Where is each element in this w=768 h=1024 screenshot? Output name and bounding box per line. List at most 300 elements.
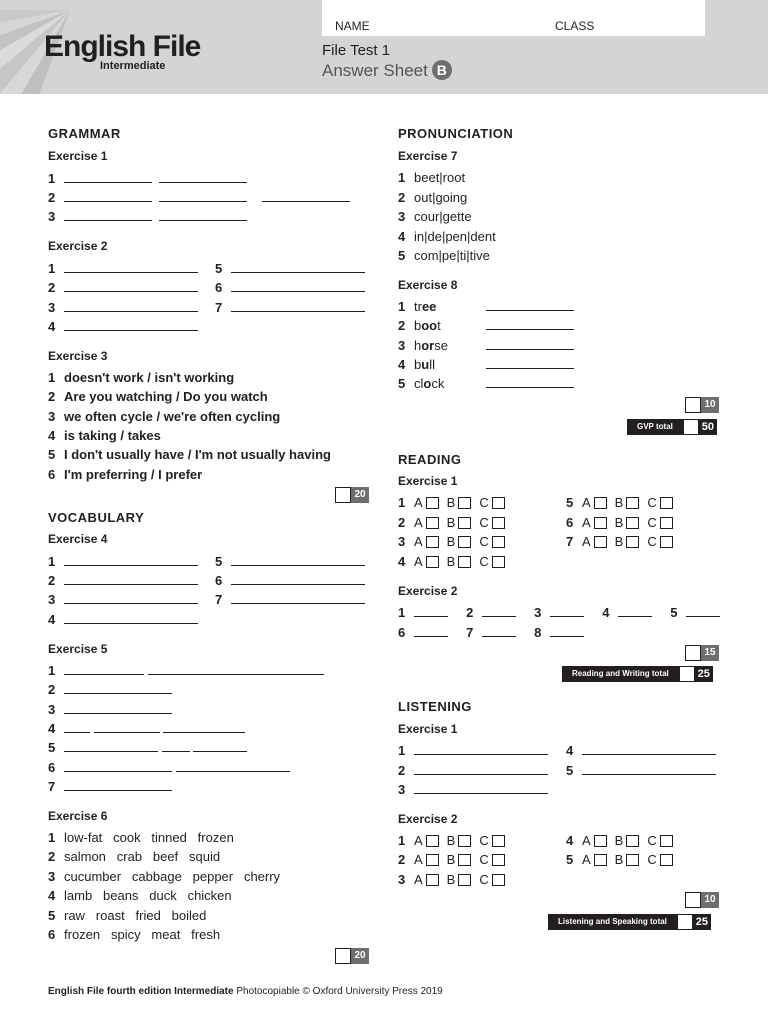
mc-row bbox=[398, 833, 513, 848]
logo-subtitle: Intermediate bbox=[100, 60, 166, 72]
word-part: ll bbox=[429, 357, 435, 372]
answer-line[interactable] bbox=[64, 683, 172, 694]
total-label: Reading and Writing total bbox=[562, 666, 679, 682]
row-number: 5 bbox=[398, 248, 406, 263]
reading-exercise-2-label: Exercise 2 bbox=[398, 584, 458, 598]
total-input[interactable] bbox=[683, 419, 699, 435]
vocab-ex6-item bbox=[48, 869, 280, 884]
option-c[interactable] bbox=[479, 852, 504, 867]
total-input[interactable] bbox=[677, 914, 693, 930]
vocab-ex4-row bbox=[215, 554, 365, 569]
answer-line[interactable] bbox=[64, 761, 172, 772]
listening-ex1-row bbox=[398, 763, 548, 778]
grammar-score-box bbox=[335, 487, 369, 503]
row-number: 1 bbox=[398, 605, 406, 620]
option-a[interactable] bbox=[582, 852, 607, 867]
answer-line[interactable] bbox=[162, 741, 190, 752]
row-number: 2 bbox=[466, 605, 474, 620]
answer-line[interactable] bbox=[231, 574, 365, 585]
row-number: 1 bbox=[48, 554, 56, 569]
checkbox[interactable] bbox=[458, 835, 471, 847]
row-number: 7 bbox=[48, 779, 56, 794]
row-number: 3 bbox=[398, 534, 406, 549]
checkbox[interactable] bbox=[458, 854, 471, 866]
answer-line[interactable] bbox=[64, 722, 90, 733]
grammar-ex2-row bbox=[48, 280, 198, 295]
answer-line[interactable] bbox=[159, 172, 247, 183]
checkbox[interactable] bbox=[492, 854, 505, 866]
row-number: 5 bbox=[566, 763, 574, 778]
footer bbox=[48, 986, 443, 997]
score-max: 20 bbox=[351, 487, 369, 503]
row-number: 1 bbox=[398, 495, 406, 510]
grammar-ex3-item bbox=[48, 370, 234, 385]
option-b[interactable] bbox=[447, 833, 472, 848]
checkbox[interactable] bbox=[660, 854, 673, 866]
grammar-ex3-item bbox=[48, 467, 202, 482]
option-b[interactable] bbox=[615, 852, 640, 867]
grammar-exercise-3-label: Exercise 3 bbox=[48, 349, 108, 363]
checkbox[interactable] bbox=[492, 497, 505, 509]
listening-ex1-row bbox=[566, 763, 716, 778]
option-a[interactable] bbox=[414, 515, 439, 530]
option-letter: C bbox=[479, 534, 489, 549]
answer-line[interactable] bbox=[64, 664, 144, 675]
footer-copyright: Photocopiable © Oxford University Press 2019 bbox=[236, 986, 443, 997]
option-letter: A bbox=[582, 852, 591, 867]
answer-line[interactable] bbox=[64, 301, 198, 312]
total-label: GVP total bbox=[627, 419, 683, 435]
answer-line[interactable] bbox=[64, 703, 172, 714]
checkbox[interactable] bbox=[594, 517, 607, 529]
checkbox[interactable] bbox=[492, 874, 505, 886]
checkbox[interactable] bbox=[660, 517, 673, 529]
vocab-ex4-row bbox=[48, 612, 198, 627]
word-set[interactable]: raw roast fried boiled bbox=[64, 908, 207, 923]
option-c[interactable] bbox=[647, 515, 672, 530]
word[interactable]: beet|root bbox=[414, 170, 466, 185]
row-number: 1 bbox=[398, 743, 406, 758]
answer-line[interactable] bbox=[64, 210, 152, 221]
listening-speaking-total-box bbox=[548, 914, 711, 930]
row-number: 1 bbox=[48, 261, 56, 276]
total-max: 25 bbox=[693, 914, 711, 930]
answer-line[interactable] bbox=[64, 555, 198, 566]
option-b[interactable] bbox=[615, 515, 640, 530]
checkbox[interactable] bbox=[426, 874, 439, 886]
row-number: 2 bbox=[398, 190, 406, 205]
vocab-ex6-item bbox=[48, 888, 232, 903]
answer-line[interactable] bbox=[231, 593, 365, 604]
word-part: cl bbox=[414, 376, 424, 391]
answer-line[interactable] bbox=[582, 764, 716, 775]
total-input[interactable] bbox=[679, 666, 695, 682]
listening-score-box bbox=[685, 892, 719, 908]
answer-line[interactable] bbox=[262, 191, 350, 202]
grammar-ex3-item bbox=[48, 409, 280, 424]
answer-line[interactable] bbox=[486, 300, 574, 311]
row-number: 5 bbox=[566, 495, 574, 510]
answer-line[interactable] bbox=[618, 606, 652, 617]
choice-text[interactable]: we often cycle / we're often cycling bbox=[64, 409, 281, 424]
grammar-ex2-row bbox=[48, 261, 198, 276]
logo-title: English File bbox=[44, 30, 201, 63]
row-number: 7 bbox=[215, 300, 223, 315]
checkbox[interactable] bbox=[426, 517, 439, 529]
answer-line[interactable] bbox=[414, 744, 548, 755]
option-letter: B bbox=[446, 833, 456, 848]
pron-ex7-item bbox=[398, 229, 496, 244]
row-number: 4 bbox=[48, 428, 56, 443]
reading-exercise-1-label: Exercise 1 bbox=[398, 474, 458, 488]
choice-text[interactable]: I'm preferring / I prefer bbox=[64, 467, 203, 482]
option-c[interactable] bbox=[479, 554, 504, 569]
option-b[interactable] bbox=[447, 534, 472, 549]
checkbox[interactable] bbox=[458, 497, 471, 509]
checkbox[interactable] bbox=[492, 517, 505, 529]
option-c[interactable] bbox=[479, 495, 504, 510]
option-a[interactable] bbox=[414, 872, 439, 887]
listening-ex1-row bbox=[398, 782, 548, 797]
vocab-ex5-row bbox=[48, 740, 247, 755]
checkbox[interactable] bbox=[492, 835, 505, 847]
row-number: 3 bbox=[534, 605, 542, 620]
option-c[interactable] bbox=[647, 495, 672, 510]
answer-line[interactable] bbox=[64, 593, 198, 604]
option-letter: C bbox=[647, 852, 657, 867]
row-number: 2 bbox=[398, 852, 406, 867]
answer-sheet-title bbox=[322, 60, 452, 81]
option-a[interactable] bbox=[414, 495, 439, 510]
option-a[interactable] bbox=[582, 495, 607, 510]
mc-row bbox=[398, 534, 513, 549]
vocab-ex6-item bbox=[48, 927, 220, 942]
score-input[interactable] bbox=[335, 948, 351, 964]
answer-line[interactable] bbox=[486, 377, 574, 388]
answer-line[interactable] bbox=[159, 210, 247, 221]
checkbox[interactable] bbox=[492, 556, 505, 568]
answer-line[interactable] bbox=[64, 172, 152, 183]
option-c[interactable] bbox=[647, 534, 672, 549]
grammar-ex1-row-2 bbox=[48, 190, 350, 205]
option-c[interactable] bbox=[479, 534, 504, 549]
checkbox[interactable] bbox=[626, 497, 639, 509]
word[interactable]: out|going bbox=[414, 190, 468, 205]
checkbox[interactable] bbox=[458, 874, 471, 886]
word-sound: ee bbox=[421, 299, 437, 314]
reading-score-box bbox=[685, 645, 719, 661]
pron-ex7-item bbox=[398, 209, 472, 224]
row-number: 5 bbox=[215, 554, 223, 569]
vocab-ex4-row bbox=[48, 573, 198, 588]
row-number: 5 bbox=[566, 852, 574, 867]
word-set[interactable]: cucumber cabbage pepper cherry bbox=[64, 869, 281, 884]
option-a[interactable] bbox=[582, 534, 607, 549]
checkbox[interactable] bbox=[626, 835, 639, 847]
row-number: 1 bbox=[398, 833, 406, 848]
answer-line[interactable] bbox=[64, 741, 158, 752]
row-number: 6 bbox=[48, 927, 56, 942]
option-b[interactable] bbox=[447, 872, 472, 887]
row-number: 4 bbox=[48, 612, 56, 627]
answer-line[interactable] bbox=[486, 358, 574, 369]
file-test-title: File Test 1 bbox=[322, 42, 391, 59]
answer-line[interactable] bbox=[414, 764, 548, 775]
row-number: 3 bbox=[48, 869, 56, 884]
answer-line[interactable] bbox=[64, 574, 198, 585]
word-set[interactable]: low-fat cook tinned frozen bbox=[64, 830, 234, 845]
answer-line[interactable] bbox=[482, 626, 516, 637]
word-part: b bbox=[414, 357, 422, 372]
answer-line[interactable] bbox=[686, 606, 720, 617]
checkbox[interactable] bbox=[426, 854, 439, 866]
mc-row bbox=[398, 554, 513, 569]
option-c[interactable] bbox=[647, 852, 672, 867]
grammar-ex1-row-1 bbox=[48, 171, 247, 186]
row-number: 4 bbox=[566, 743, 574, 758]
word[interactable]: in|de|pen|dent bbox=[414, 229, 496, 244]
score-input[interactable] bbox=[685, 397, 701, 413]
option-b[interactable] bbox=[447, 515, 472, 530]
option-b[interactable] bbox=[447, 554, 472, 569]
version-badge: B bbox=[432, 60, 452, 80]
option-c[interactable] bbox=[479, 833, 504, 848]
vocab-ex6-item bbox=[48, 849, 220, 864]
option-b[interactable] bbox=[615, 833, 640, 848]
grammar-ex3-item bbox=[48, 447, 331, 462]
answer-line[interactable] bbox=[176, 761, 290, 772]
answer-line[interactable] bbox=[64, 320, 198, 331]
option-c[interactable] bbox=[647, 833, 672, 848]
word-part: se bbox=[434, 338, 448, 353]
option-letter: A bbox=[414, 515, 423, 530]
answer-line[interactable] bbox=[550, 606, 584, 617]
answer-line[interactable] bbox=[486, 319, 574, 330]
checkbox[interactable] bbox=[626, 854, 639, 866]
choice-text[interactable]: doesn't work / isn't working bbox=[64, 370, 235, 385]
mc-row bbox=[398, 495, 513, 510]
option-letter: B bbox=[614, 515, 624, 530]
row-number: 1 bbox=[48, 171, 56, 186]
reading-heading: READING bbox=[398, 452, 462, 467]
checkbox[interactable] bbox=[660, 497, 673, 509]
answer-line[interactable] bbox=[159, 191, 247, 202]
vocabulary-heading: VOCABULARY bbox=[48, 510, 145, 525]
answer-line[interactable] bbox=[414, 606, 448, 617]
grammar-ex3-item bbox=[48, 389, 268, 404]
checkbox[interactable] bbox=[458, 536, 471, 548]
option-letter: C bbox=[479, 852, 489, 867]
vocabulary-exercise-4-label: Exercise 4 bbox=[48, 532, 108, 546]
checkbox[interactable] bbox=[458, 556, 471, 568]
vocabulary-score-box bbox=[335, 948, 369, 964]
checkbox[interactable] bbox=[594, 854, 607, 866]
answer-line[interactable] bbox=[94, 722, 160, 733]
option-b[interactable] bbox=[447, 852, 472, 867]
row-number: 2 bbox=[48, 389, 56, 404]
option-letter: A bbox=[414, 852, 423, 867]
answer-line[interactable] bbox=[482, 606, 516, 617]
option-a[interactable] bbox=[582, 833, 607, 848]
answer-line[interactable] bbox=[486, 339, 574, 350]
checkbox[interactable] bbox=[426, 556, 439, 568]
answer-line[interactable] bbox=[163, 722, 245, 733]
vocab-ex5-row bbox=[48, 702, 172, 717]
footer-title: English File fourth edition Intermediate bbox=[48, 986, 234, 997]
pron-ex7-item bbox=[398, 248, 490, 263]
answer-sheet-label: Answer Sheet bbox=[322, 61, 428, 80]
option-letter: A bbox=[414, 872, 423, 887]
choice-text[interactable]: Are you watching / Do you watch bbox=[64, 389, 268, 404]
option-c[interactable] bbox=[479, 872, 504, 887]
word-set[interactable]: salmon crab beef squid bbox=[64, 849, 221, 864]
word-sound: u bbox=[421, 357, 430, 372]
row-number: 1 bbox=[48, 663, 56, 678]
checkbox[interactable] bbox=[660, 835, 673, 847]
answer-line[interactable] bbox=[582, 744, 716, 755]
vocab-ex6-item bbox=[48, 830, 234, 845]
score-max: 10 bbox=[701, 397, 719, 413]
option-letter: B bbox=[614, 852, 624, 867]
answer-line[interactable] bbox=[414, 783, 548, 794]
name-class-box bbox=[322, 0, 705, 36]
checkbox[interactable] bbox=[594, 835, 607, 847]
option-a[interactable] bbox=[582, 515, 607, 530]
score-input[interactable] bbox=[685, 892, 701, 908]
vocab-ex4-row bbox=[215, 592, 365, 607]
mc-row bbox=[566, 534, 681, 549]
option-a[interactable] bbox=[414, 852, 439, 867]
vocab-ex5-row bbox=[48, 721, 245, 736]
checkbox[interactable] bbox=[426, 497, 439, 509]
total-max: 50 bbox=[699, 419, 717, 435]
option-b[interactable] bbox=[615, 495, 640, 510]
option-letter: B bbox=[446, 534, 456, 549]
word[interactable]: cour|gette bbox=[414, 209, 472, 224]
answer-line[interactable] bbox=[64, 613, 198, 624]
checkbox[interactable] bbox=[458, 517, 471, 529]
option-letter: C bbox=[479, 554, 489, 569]
option-b[interactable] bbox=[447, 495, 472, 510]
row-number: 1 bbox=[48, 830, 56, 845]
checkbox[interactable] bbox=[626, 517, 639, 529]
mc-row bbox=[398, 872, 513, 887]
mc-row bbox=[398, 852, 513, 867]
answer-line[interactable] bbox=[64, 262, 198, 273]
row-number: 5 bbox=[215, 261, 223, 276]
row-number: 2 bbox=[48, 190, 56, 205]
vocab-ex4-row bbox=[48, 592, 198, 607]
listening-exercise-1-label: Exercise 1 bbox=[398, 722, 458, 736]
answer-line[interactable] bbox=[550, 626, 584, 637]
row-number: 5 bbox=[670, 605, 678, 620]
option-letter: C bbox=[647, 534, 657, 549]
answer-line[interactable] bbox=[64, 191, 152, 202]
checkbox[interactable] bbox=[426, 835, 439, 847]
option-letter: A bbox=[414, 534, 423, 549]
answer-line[interactable] bbox=[148, 664, 324, 675]
option-c[interactable] bbox=[479, 515, 504, 530]
word-part: t bbox=[437, 318, 441, 333]
vocab-ex5-row bbox=[48, 682, 172, 697]
row-number: 4 bbox=[398, 554, 406, 569]
listening-ex1-row bbox=[398, 743, 548, 758]
word-sound: o bbox=[423, 376, 432, 391]
option-letter: C bbox=[479, 833, 489, 848]
word-part: h bbox=[414, 338, 422, 353]
row-number: 3 bbox=[398, 872, 406, 887]
option-letter: A bbox=[582, 495, 591, 510]
option-a[interactable] bbox=[414, 833, 439, 848]
option-a[interactable] bbox=[414, 554, 439, 569]
row-number: 5 bbox=[48, 908, 56, 923]
score-input[interactable] bbox=[335, 487, 351, 503]
checkbox[interactable] bbox=[492, 536, 505, 548]
choice-text[interactable]: I don't usually have / I'm not usually having bbox=[64, 447, 331, 462]
option-letter: A bbox=[414, 554, 423, 569]
row-number: 1 bbox=[48, 370, 56, 385]
row-number: 1 bbox=[398, 299, 406, 314]
row-number: 6 bbox=[48, 467, 56, 482]
option-letter: B bbox=[446, 554, 456, 569]
score-max: 10 bbox=[701, 892, 719, 908]
word[interactable]: com|pe|ti|tive bbox=[414, 248, 490, 263]
answer-line[interactable] bbox=[414, 626, 448, 637]
answer-line[interactable] bbox=[64, 281, 198, 292]
score-input[interactable] bbox=[685, 645, 701, 661]
answer-line[interactable] bbox=[231, 281, 365, 292]
total-label: Listening and Speaking total bbox=[548, 914, 677, 930]
option-letter: A bbox=[414, 833, 423, 848]
pron-ex8-row bbox=[398, 376, 444, 391]
vocab-ex4-row bbox=[48, 554, 198, 569]
class-label: CLASS bbox=[555, 19, 595, 33]
row-number: 8 bbox=[534, 625, 542, 640]
row-number: 3 bbox=[48, 209, 56, 224]
option-letter: B bbox=[446, 495, 456, 510]
answer-line[interactable] bbox=[231, 301, 365, 312]
row-number: 4 bbox=[398, 229, 406, 244]
checkbox[interactable] bbox=[626, 536, 639, 548]
mc-row bbox=[566, 515, 681, 530]
option-letter: B bbox=[614, 534, 624, 549]
option-a[interactable] bbox=[414, 534, 439, 549]
row-number: 4 bbox=[398, 357, 406, 372]
checkbox[interactable] bbox=[594, 497, 607, 509]
word-set[interactable]: lamb beans duck chicken bbox=[64, 888, 232, 903]
row-number: 3 bbox=[48, 300, 56, 315]
checkbox[interactable] bbox=[660, 536, 673, 548]
pronunciation-exercise-7-label: Exercise 7 bbox=[398, 149, 458, 163]
reading-ex2-row-2 bbox=[398, 625, 584, 640]
answer-line[interactable] bbox=[231, 555, 365, 566]
option-letter: A bbox=[414, 495, 423, 510]
option-letter: A bbox=[582, 833, 591, 848]
answer-line[interactable] bbox=[231, 262, 365, 273]
row-number: 1 bbox=[398, 170, 406, 185]
checkbox[interactable] bbox=[594, 536, 607, 548]
answer-line[interactable] bbox=[64, 780, 172, 791]
word-set[interactable]: frozen spicy meat fresh bbox=[64, 927, 221, 942]
option-b[interactable] bbox=[615, 534, 640, 549]
answer-line[interactable] bbox=[193, 741, 247, 752]
mc-row bbox=[398, 515, 513, 530]
choice-text[interactable]: is taking / takes bbox=[64, 428, 161, 443]
mc-row bbox=[566, 495, 681, 510]
grammar-exercise-1-label: Exercise 1 bbox=[48, 149, 108, 163]
option-letter: C bbox=[479, 515, 489, 530]
checkbox[interactable] bbox=[426, 536, 439, 548]
